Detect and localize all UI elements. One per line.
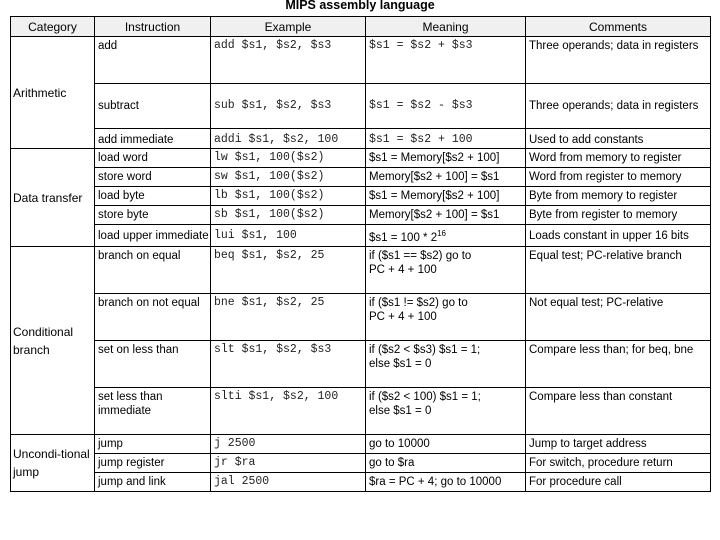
comment-cell: Word from register to memory — [526, 168, 711, 187]
comment-cell: For switch, procedure return — [526, 454, 711, 473]
header-meaning: Meaning — [366, 17, 526, 37]
example-cell: jal 2500 — [211, 473, 366, 492]
comment-cell: Not equal test; PC-relative — [526, 294, 711, 341]
comment-cell: Jump to target address — [526, 435, 711, 454]
instruction-cell: add — [95, 37, 211, 84]
meaning-cell: $s1 = Memory[$s2 + 100] — [366, 187, 526, 206]
meaning-cell — [366, 341, 526, 388]
header-row — [11, 17, 711, 37]
header-instruction: Instruction — [95, 17, 211, 37]
example-cell: lui $s1, 100 — [211, 225, 366, 247]
header-category: Category — [11, 17, 95, 37]
category-conditional-branch: Conditional branch — [11, 247, 95, 435]
meaning-text: $s1 = 100 * 2 — [369, 231, 438, 244]
table-row — [11, 187, 711, 206]
table-row — [11, 473, 711, 492]
meaning-cell: Memory[$s2 + 100] = $s1 — [366, 206, 526, 225]
instruction-cell: load word — [95, 149, 211, 168]
meaning-line-2: else $s1 = 0 — [369, 358, 432, 370]
comment-cell: Equal test; PC-relative branch — [526, 247, 711, 294]
meaning-line-2: PC + 4 + 100 — [369, 311, 437, 323]
example-cell: bne $s1, $s2, 25 — [211, 294, 366, 341]
table-row — [11, 84, 711, 129]
comment-cell: Three operands; data in registers — [526, 37, 711, 84]
mips-instruction-table — [10, 16, 711, 492]
meaning-cell: $ra = PC + 4; go to 10000 — [366, 473, 526, 492]
comment-cell: Compare less than; for beq, bne — [526, 341, 711, 388]
instruction-cell: branch on not equal — [95, 294, 211, 341]
table-row — [11, 454, 711, 473]
meaning-cell: $s1 = Memory[$s2 + 100] — [366, 149, 526, 168]
table-row — [11, 149, 711, 168]
example-cell: addi $s1, $s2, 100 — [211, 129, 366, 149]
comment-cell: Byte from register to memory — [526, 206, 711, 225]
example-cell: add $s1, $s2, $s3 — [211, 37, 366, 84]
page-title: MIPS assembly language — [285, 0, 435, 12]
meaning-cell — [366, 225, 526, 247]
table-row — [11, 247, 711, 294]
example-cell: jr $ra — [211, 454, 366, 473]
meaning-cell: go to 10000 — [366, 435, 526, 454]
comment-cell: For procedure call — [526, 473, 711, 492]
instruction-cell: store byte — [95, 206, 211, 225]
table-row — [11, 129, 711, 149]
comment-cell: Word from memory to register — [526, 149, 711, 168]
meaning-line-1: if ($s2 < 100) $s1 = 1; — [369, 391, 481, 403]
category-unconditional-jump: Uncondi-tional jump — [11, 435, 95, 492]
example-cell: slti $s1, $s2, 100 — [211, 388, 366, 435]
meaning-cell: Memory[$s2 + 100] = $s1 — [366, 168, 526, 187]
example-cell: lw $s1, 100($s2) — [211, 149, 366, 168]
category-arithmetic: Arithmetic — [11, 37, 95, 149]
table-row — [11, 341, 711, 388]
example-cell: beq $s1, $s2, 25 — [211, 247, 366, 294]
table-row — [11, 388, 711, 435]
comment-cell: Compare less than constant — [526, 388, 711, 435]
instruction-cell: load upper immediate — [95, 225, 211, 247]
comment-cell: Loads constant in upper 16 bits — [526, 225, 711, 247]
table-row — [11, 168, 711, 187]
table-row — [11, 294, 711, 341]
meaning-line-1: if ($s1 != $s2) go to — [369, 297, 468, 309]
meaning-exponent: 16 — [437, 228, 447, 238]
comment-cell: Used to add constants — [526, 129, 711, 149]
meaning-cell: $s1 = $s2 + 100 — [366, 129, 526, 149]
instruction-cell: set less than immediate — [95, 388, 211, 435]
example-cell: sub $s1, $s2, $s3 — [211, 84, 366, 129]
meaning-line-1: if ($s1 == $s2) go to — [369, 250, 472, 262]
table-row — [11, 225, 711, 247]
meaning-cell: go to $ra — [366, 454, 526, 473]
example-cell: sb $s1, 100($s2) — [211, 206, 366, 225]
example-cell: sw $s1, 100($s2) — [211, 168, 366, 187]
instruction-cell: branch on equal — [95, 247, 211, 294]
instruction-cell: add immediate — [95, 129, 211, 149]
instruction-cell: subtract — [95, 84, 211, 129]
instruction-cell: load byte — [95, 187, 211, 206]
instruction-cell: jump — [95, 435, 211, 454]
meaning-line-2: PC + 4 + 100 — [369, 264, 437, 276]
example-cell: slt $s1, $s2, $s3 — [211, 341, 366, 388]
table-row — [11, 435, 711, 454]
header-comments: Comments — [526, 17, 711, 37]
category-data-transfer: Data transfer — [11, 149, 95, 247]
instruction-cell: store word — [95, 168, 211, 187]
meaning-line-2: else $s1 = 0 — [369, 405, 432, 417]
example-cell: lb $s1, 100($s2) — [211, 187, 366, 206]
instruction-cell: jump register — [95, 454, 211, 473]
table-row — [11, 206, 711, 225]
meaning-cell — [366, 294, 526, 341]
instruction-cell: set on less than — [95, 341, 211, 388]
table-row — [11, 37, 711, 84]
meaning-cell: $s1 = $s2 + $s3 — [366, 37, 526, 84]
example-cell: j 2500 — [211, 435, 366, 454]
comment-cell: Three operands; data in registers — [526, 84, 711, 129]
meaning-cell: $s1 = $s2 - $s3 — [366, 84, 526, 129]
comment-cell: Byte from memory to register — [526, 187, 711, 206]
meaning-line-1: if ($s2 < $s3) $s1 = 1; — [369, 344, 481, 356]
instruction-cell: jump and link — [95, 473, 211, 492]
header-example: Example — [211, 17, 366, 37]
meaning-cell — [366, 388, 526, 435]
meaning-cell — [366, 247, 526, 294]
